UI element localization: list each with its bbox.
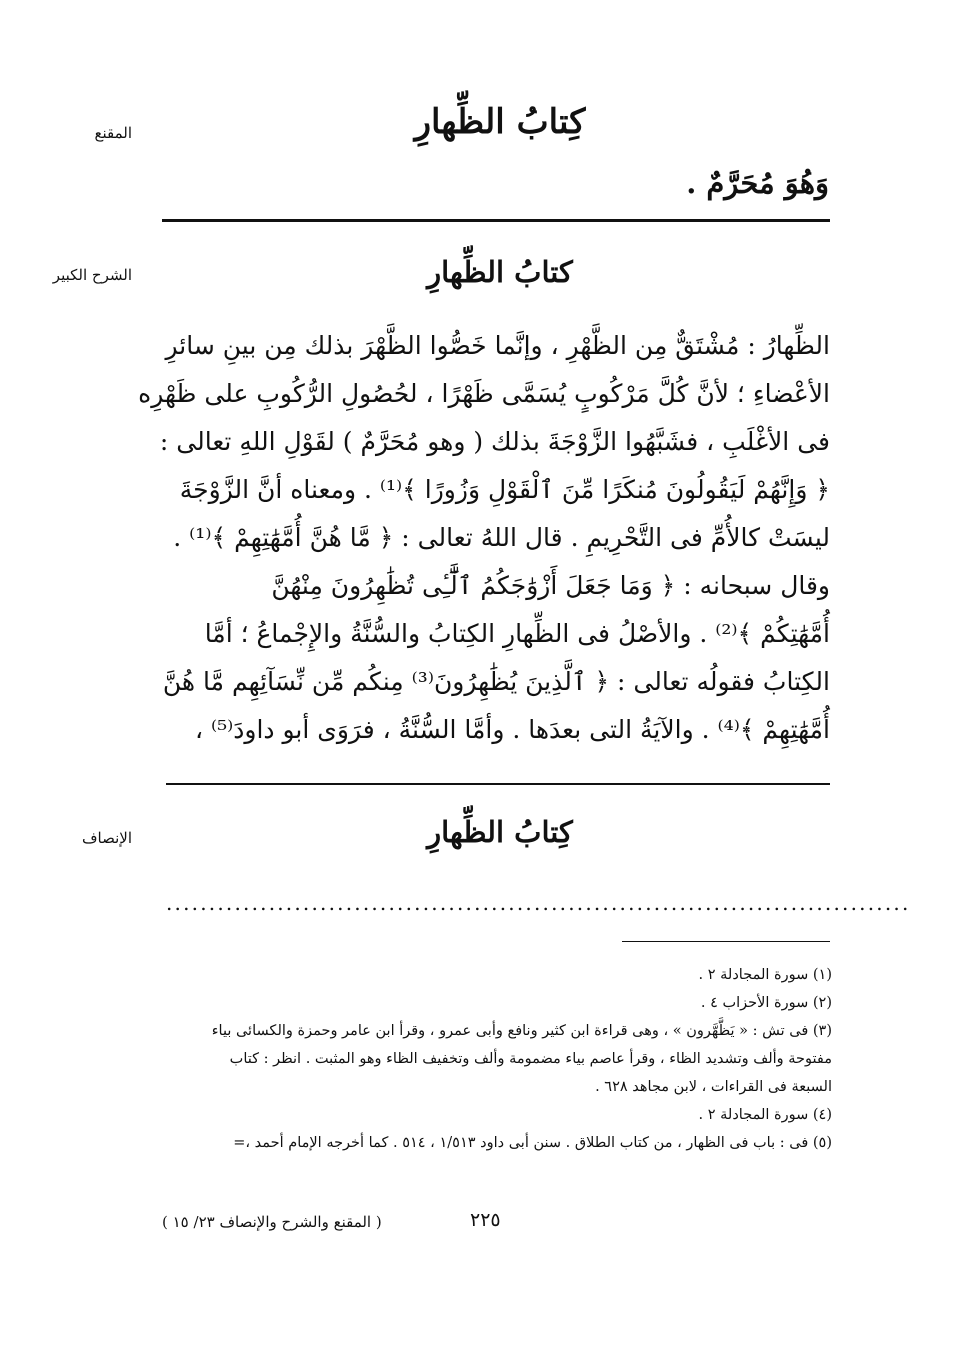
side-label-muqni: المقنع [94, 124, 132, 142]
sharh-line: الظِّهارُ : مُشْتَقٌّ مِن الظَّهْرِ ، وإنَّما خَصُّوا الظَّهْرَ بذلك مِن بينِ سائرِ [165, 331, 830, 360]
sharh-line: ليسَتْ كالأُمِّ فى التَّحْرِيمِ . قال اللهُ تعالى : ﴿ مَّا هُنَّ أُمَّهَٰتِهِمْ ﴾⁽¹⁾ . [173, 523, 830, 552]
footnote-line: (١) سورة المجادلة ٢ . [698, 967, 832, 983]
footnote-line: (٢) سورة الأحزاب ٤ . [700, 995, 832, 1011]
footnote-line: السبعة فى القراءات ، لابن مجاهد ٦٢٨ . [595, 1079, 832, 1095]
muqni-separator [162, 219, 830, 222]
footnote-line: مفتوحة وألف وتشديد الظاء ، وقرأ عاصم بياء مضمومة وألف وتخفيف الظاء وهو المثبت . انظر : كتاب [229, 1051, 832, 1067]
page-number: ٢٢٥ [470, 1209, 501, 1231]
side-label-sharh: الشرح الكبير [52, 266, 132, 284]
sharh-line: فى الأغْلَبِ ، فشَبَّهُوا الزَّوْجَةَ بذلك ( وهو مُحَرَّمٌ ) لقَوْلِ اللهِ تعالى : [159, 427, 830, 456]
sharh-line: ﴿ وَإِنَّهُمْ لَيَقُولُونَ مُنكَرًا مِّنَ ٱلْقَوْلِ وَزُورًا ﴾⁽¹⁾ . ومعناه أنَّ الزَّوْجَةَ [179, 475, 830, 504]
sharh-line: الأعْضاءِ ؛ لأنَّ كُلَّ مَرْكُوبٍ يُسَمَّى ظَهْرًا ، لحُصُولِ الرُّكُوبِ على ظَهْرِه [138, 379, 830, 408]
sharh-title: كتابُ الظِّهارِ [427, 255, 573, 289]
footnote-line: (٤) سورة المجادلة ٢ . [698, 1107, 832, 1123]
sharh-line: الكِتابُ فقولُه تعالى : ﴿ ٱلَّذِينَ يُظَٰهِرُونَ⁽³⁾ مِنكُم مِّن نِّسَآئِهِم مَّا هُنَّ [162, 667, 830, 696]
footnote-line: (٥) فى : باب فى الظهار ، من كتاب الطلاق . سنن أبى داود ١/٥١٣ ، ٥١٤ . كما أخرجه الإمام أحمد ،= [233, 1135, 832, 1151]
sharh-line: أُمَّهَٰتِهِمْ ﴾⁽⁴⁾ . والآيَةُ التى بعدَها . وأمَّا السُّنَّةُ ، فرَوَى أبو داودَ⁽⁵⁾ ، [194, 715, 830, 744]
muqni-text: وَهُوَ مُحَرَّمٌ . [686, 166, 829, 200]
sharh-line: أُمَّهَٰتِكُمْ ﴾⁽²⁾ . والأصْلُ فى الظِّهارِ الكِتابُ والسُّنَّةُ والإِجْماعُ ؛ أمَّا [204, 619, 830, 648]
side-label-insaf: الإنصاف [81, 829, 132, 847]
insaf-title: كِتابُ الظِّهارِ [427, 815, 573, 849]
sharh-separator [166, 783, 830, 785]
footnote-separator [622, 941, 830, 942]
footnotes [166, 961, 832, 1157]
insaf-dots: ....................................................................................... [166, 891, 911, 915]
footnote-line: (٣) فى تش : « يَظَّهَّرون » ، وهى قراءة ابن كثير ونافع وأبى عمرو ، وقرأ ابن عامر وحمزة والكسائى بياء [211, 1023, 832, 1039]
sharh-line: وقال سبحانه : ﴿ وَمَا جَعَلَ أَزْوَٰجَكُمُ ٱلَّٰٓـِٔى تُظَٰهِرُونَ مِنْهُنَّ [271, 571, 830, 600]
muqni-title: كِتابُ الظِّهارِ [414, 102, 586, 142]
sharh-body [138, 322, 830, 754]
signature: ( المقنع والشرح والإنصاف ٢٣/ ١٥ ) [162, 1213, 382, 1231]
